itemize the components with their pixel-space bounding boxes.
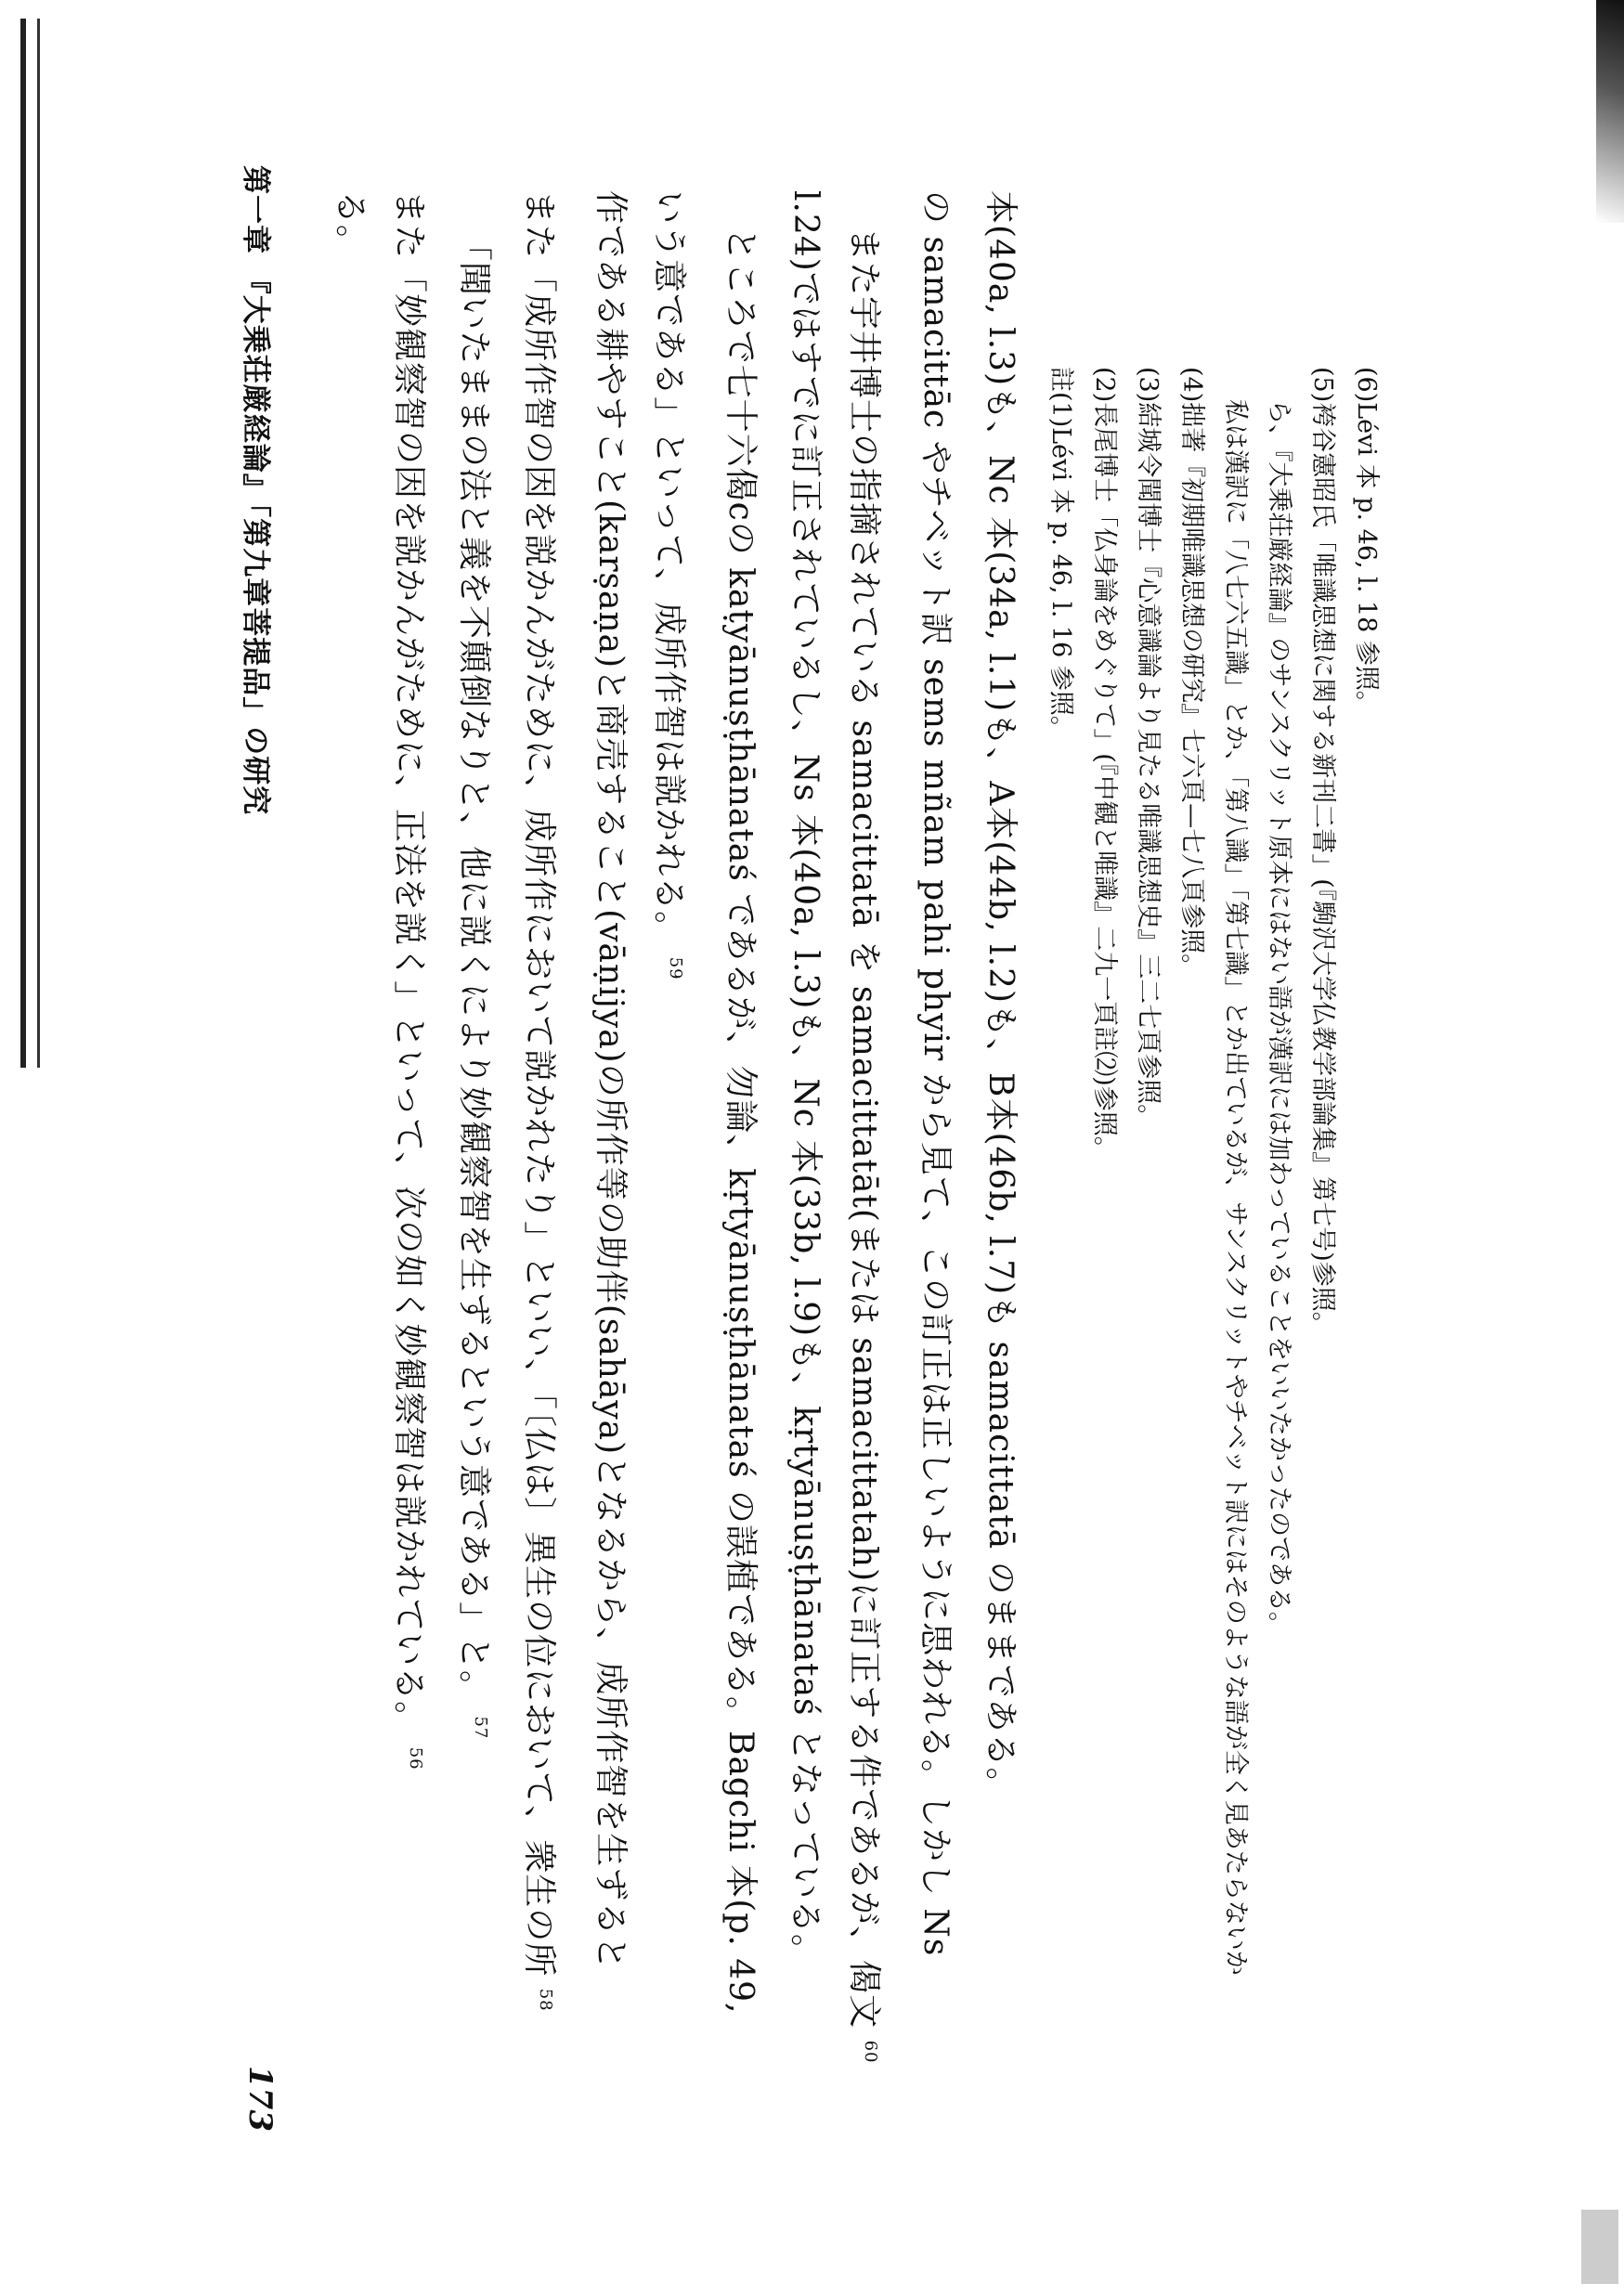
body-line: る。 (331, 190, 370, 260)
body-line: 「聞いたままの法と義を不顛倒なりと、他に説くにより妙観察智を生ずるという意である」と。 $^{57}$ (455, 227, 493, 1740)
footnote: 私は漢訳に「八七六五識」とか、「第八識」「第七識」とか出ているが、サンスクリットやチベット訳にはそのような語が全く見あたらないか (1221, 399, 1250, 1976)
footnote: (6)Lévi 本 p. 46, l. 18 参照。 (1352, 367, 1381, 716)
footnote: (3)結城令聞博士『心意識論より見たる唯識思想史』三二七頁参照。 (1134, 367, 1163, 1130)
body-line: l.24)ではすでに訂正されているし、Ns 本(40a, l.3)も、Nc 本(33b, l.9)も、kṛtyānuṣṭhānataś となっている。 (786, 190, 825, 1968)
body-line: いう意である」といって、成所作智は説かれる。 $^{59}$ (650, 190, 688, 980)
body-line: また「成所作智の因を説かんがために、成所作において説かれたり」といい、「〔仏は〕異生の位において、衆生の所 $^{58}$ (520, 190, 558, 2012)
body-line: ところで七十六偈cの kaṭyānuṣṭhānataś であるが、勿論、kṛtyānuṣṭhānataś の誤植である。Bagchi 本(p. 49, (721, 227, 760, 2015)
footnote: (5)袴谷憲昭氏「唯識思想に関する新刊二書」(『駒沢大学仏教学部論集』第七号)参照。 (1308, 367, 1337, 1337)
body-line: また「妙観察智の因を説かんがために、正法を説く」といって、次の如く妙観察智は説かれている。 $^{56}$ (390, 190, 428, 1771)
footnote: (2)長尾博士「仏身論をめぐりて」(『中観と唯識』二九一頁註⑵)参照。 (1090, 367, 1119, 1161)
running-header: 第一章 『大乗荘厳経論』「第九章菩提品」の研究 (239, 165, 272, 816)
body-line: の samacittāc やチベット訳 sems mñam pahi phyir から見て、この訂正は正しいように思われる。しかし Ns (916, 190, 955, 1957)
footnote: ら、『大乗荘厳経論』のサンスクリット原本にはない語が漢訳には加わっていることをいいたかったのである。 (1265, 399, 1293, 1637)
body-line: 本(40a, l.3)も、Nc 本(34a, l.1)も、A本(44b, l.2)も、B本(46b, l.7)も samacittatā のままである。 (981, 190, 1020, 1802)
page-number: 173 (241, 2066, 279, 2132)
footnote: (4)拙著『初期唯識思想の研究』七六頁—七八頁参照。 (1177, 367, 1206, 979)
footnote: 註(1)Lévi 本 p. 46, l. 16 参照。 (1046, 367, 1075, 741)
body-line: 作である耕やすこと(karṣaṇa)と商売すること(vāṇijya)の所作等の助伴(sahāya)となるから、成所作智を生ずると (591, 190, 630, 1971)
body-line: また宇井博士の指摘されている samacittatā を samacittatāt(または samacittatah)に訂正する件であるが、偈文 $^{60}$ (845, 227, 883, 2064)
